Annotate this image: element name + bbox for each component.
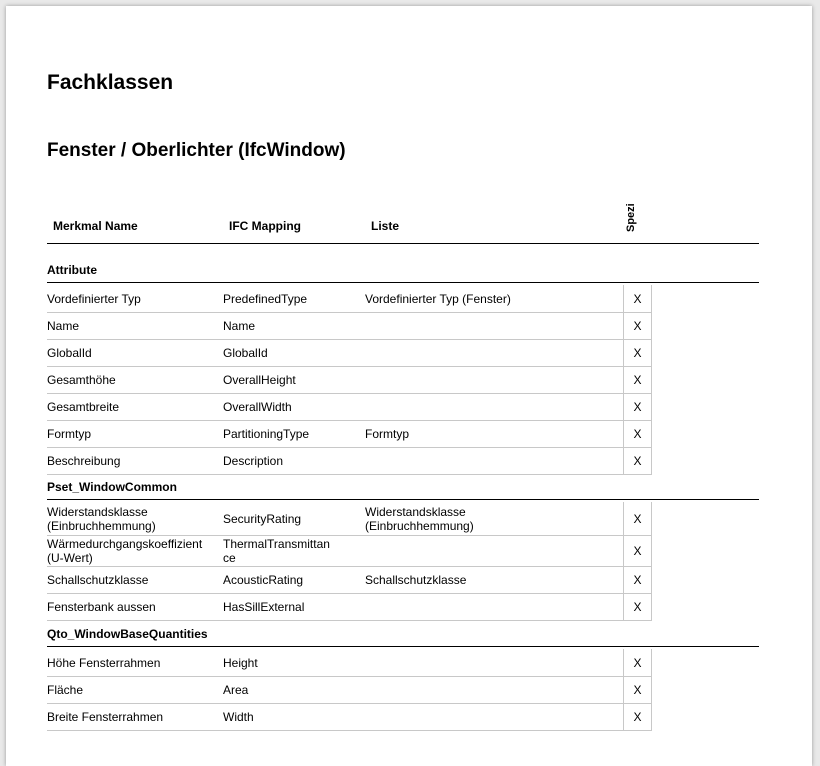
table-row [47,285,623,313]
spezi-mark: X [633,710,642,724]
spezi-cell [623,649,652,677]
table-row [47,447,623,475]
merkmal-name-cell: Fensterbank aussen [47,600,156,614]
spezi-mark: X [633,346,642,360]
table-row [47,649,623,677]
spezi-mark: X [633,573,642,587]
spezi-cell [623,393,652,421]
spezi-cell [623,566,652,594]
table-row [47,703,623,731]
spezi-mark: X [633,400,642,414]
table-row [47,420,623,448]
page-title: Fachklassen [47,71,174,94]
section-rule [47,499,759,500]
merkmal-name-cell: Fläche [47,683,84,697]
ifc-mapping-cell: PredefinedType [223,292,308,306]
ifc-mapping-cell: OverallWidth [223,400,292,414]
liste-cell: Formtyp [365,427,410,441]
table-row [47,535,623,567]
class-heading: Fenster / Oberlichter (IfcWindow) [47,140,346,161]
ifc-mapping-cell: Height [223,656,258,670]
spezi-mark: X [633,454,642,468]
merkmal-name-cell: GlobalId [47,346,92,360]
ifc-mapping-cell: Area [223,683,249,697]
column-header-liste: Liste [371,219,400,233]
spezi-cell [623,703,652,731]
table-row [47,312,623,340]
ifc-mapping-cell: Description [223,454,284,468]
merkmal-name-cell: Widerstandsklasse (Einbruchhemmung) [47,505,156,533]
table-row [47,676,623,704]
spezi-cell [623,312,652,340]
section-rule [47,282,759,283]
spezi-cell [623,420,652,448]
merkmal-name-cell: Formtyp [47,427,92,441]
spezi-cell [623,285,652,313]
spezi-cell [623,593,652,621]
ifc-mapping-cell: AcousticRating [223,573,304,587]
spezi-mark: X [633,683,642,697]
merkmal-name-cell: Schallschutzklasse [47,573,149,587]
ifc-mapping-cell: PartitioningType [223,427,310,441]
merkmal-name-cell: Gesamtbreite [47,400,120,414]
merkmal-name-cell: Gesamthöhe [47,373,116,387]
column-header-name: Merkmal Name [53,219,138,233]
spezi-cell [623,339,652,367]
spezi-mark: X [633,600,642,614]
column-header-ifc-mapping: IFC Mapping [229,219,301,233]
spezi-mark: X [633,319,642,333]
liste-cell: Widerstandsklasse (Einbruchhemmung) [365,505,474,533]
spezi-mark: X [633,427,642,441]
spezi-cell [623,535,652,567]
liste-cell: Vordefinierter Typ (Fenster) [365,292,511,306]
ifc-mapping-cell: GlobalId [223,346,268,360]
table-row [47,593,623,621]
spezi-mark: X [633,292,642,306]
spezi-cell [623,366,652,394]
ifc-mapping-cell: Name [223,319,256,333]
header-rule [47,243,759,244]
section-title: Attribute [47,263,97,277]
ifc-mapping-cell: ThermalTransmittan ce [223,537,330,565]
spezi-cell [623,502,652,536]
table-row [47,366,623,394]
spezi-cell [623,676,652,704]
table-row [47,566,623,594]
spezi-cell [623,447,652,475]
section-title: Qto_WindowBaseQuantities [47,627,208,641]
section-rule [47,646,759,647]
column-header-spezi: Spezi [625,203,637,232]
merkmal-name-cell: Beschreibung [47,454,121,468]
table-row [47,339,623,367]
merkmal-name-cell: Breite Fensterrahmen [47,710,164,724]
merkmal-name-cell: Name [47,319,80,333]
merkmal-name-cell: Höhe Fensterrahmen [47,656,161,670]
spezi-mark: X [633,512,642,526]
spezi-mark: X [633,544,642,558]
ifc-mapping-cell: HasSillExternal [223,600,305,614]
ifc-mapping-cell: OverallHeight [223,373,296,387]
table-row [47,393,623,421]
spezi-mark: X [633,373,642,387]
merkmal-name-cell: Vordefinierter Typ [47,292,141,306]
table-row [47,502,623,536]
spezi-mark: X [633,656,642,670]
section-title: Pset_WindowCommon [47,480,177,494]
liste-cell: Schallschutzklasse [365,573,467,587]
ifc-mapping-cell: Width [223,710,254,724]
ifc-mapping-cell: SecurityRating [223,512,302,526]
merkmal-name-cell: Wärmedurchgangskoeffizient (U-Wert) [47,537,203,565]
